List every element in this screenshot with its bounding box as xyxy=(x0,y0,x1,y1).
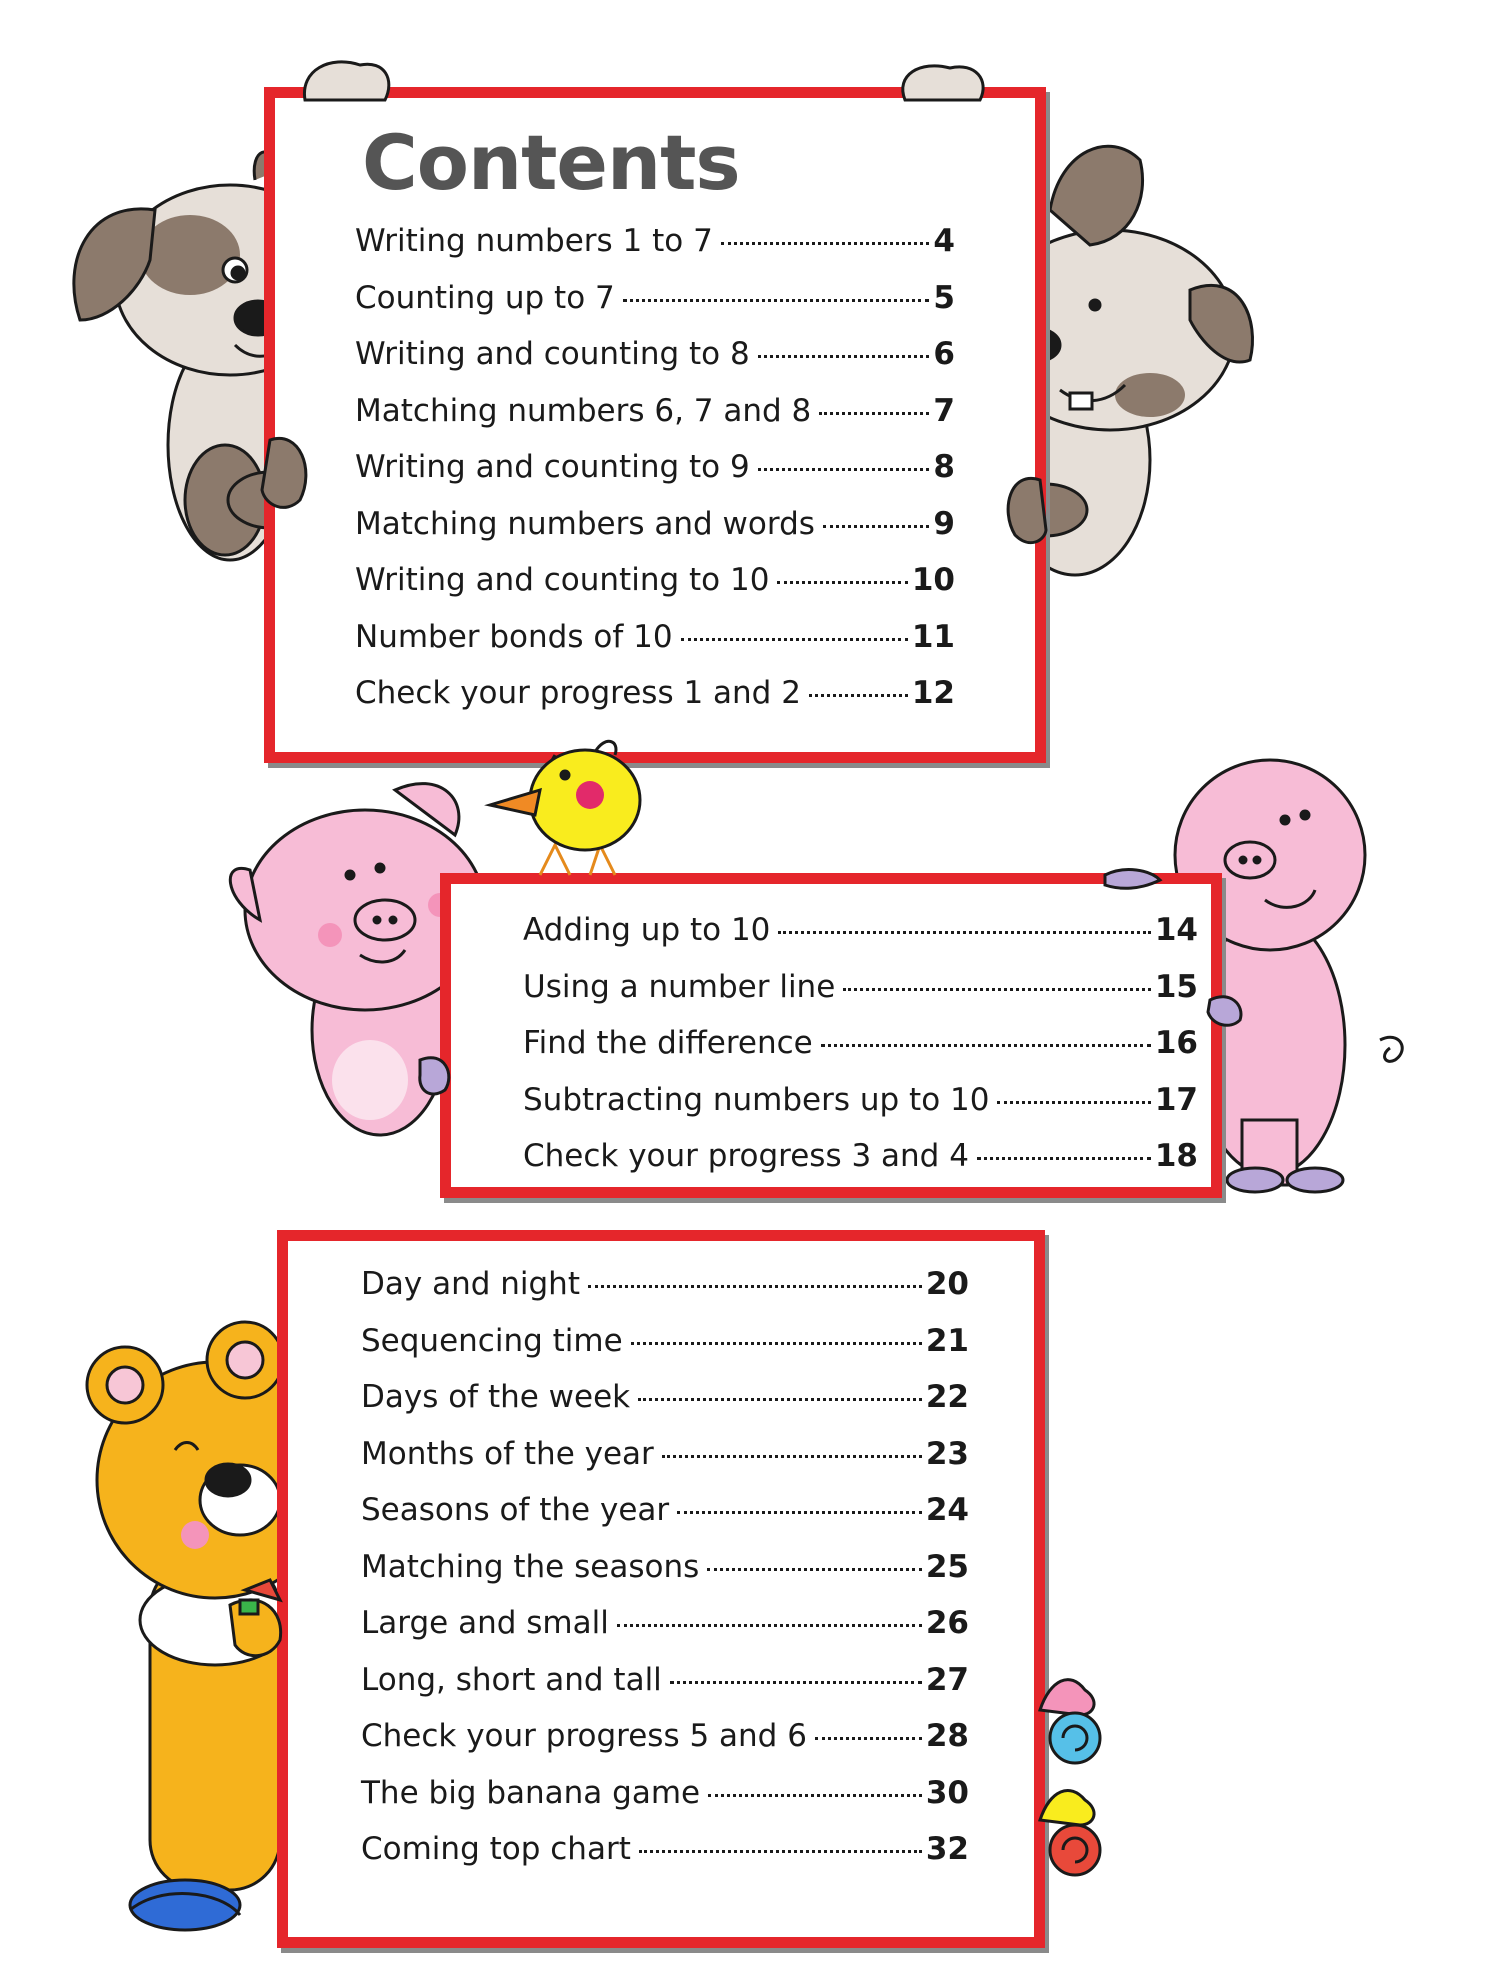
toc-entry-label: Sequencing time xyxy=(361,1322,623,1359)
dot-leader xyxy=(778,931,1150,934)
toc-entry xyxy=(523,1025,1198,1082)
dot-leader xyxy=(843,988,1151,991)
toc-entry-label: Check your progress 1 and 2 xyxy=(355,675,801,711)
dot-leader xyxy=(777,581,907,584)
dot-leader xyxy=(758,355,930,358)
dot-leader xyxy=(638,1398,922,1401)
toc-entry xyxy=(523,1138,1198,1195)
toc-entry xyxy=(355,562,955,619)
toc-entry xyxy=(523,1082,1198,1139)
toc-entry-page-number: 17 xyxy=(1154,1081,1198,1118)
toc-entry xyxy=(355,619,955,676)
toc-list xyxy=(355,223,955,732)
contents-panel-2 xyxy=(440,873,1222,1198)
contents-panel-1 xyxy=(264,87,1046,763)
toc-entry-label: Adding up to 10 xyxy=(523,912,771,948)
toc-entry xyxy=(361,1492,969,1549)
dot-leader xyxy=(977,1157,1151,1160)
dot-leader xyxy=(707,1568,922,1571)
dot-leader xyxy=(662,1455,922,1458)
toc-entry-label: Day and night xyxy=(361,1266,580,1302)
toc-entry-page-number: 11 xyxy=(911,618,955,655)
toc-entry xyxy=(355,506,955,563)
toc-entry-label: Subtracting numbers up to 10 xyxy=(523,1081,990,1118)
contents-panel-3 xyxy=(277,1230,1045,1948)
toc-entry-page-number: 20 xyxy=(925,1266,969,1302)
dot-leader xyxy=(639,1850,922,1853)
toc-entry-page-number: 22 xyxy=(925,1379,969,1415)
toc-entry-label: Long, short and tall xyxy=(361,1661,662,1698)
toc-entry xyxy=(361,1831,969,1888)
toc-entry xyxy=(523,912,1198,969)
toc-entry xyxy=(361,1605,969,1662)
toc-entry xyxy=(355,336,955,393)
toc-entry-label: Number bonds of 10 xyxy=(355,618,673,655)
toc-entry-label: Coming top chart xyxy=(361,1831,631,1867)
toc-list xyxy=(523,912,1198,1195)
toc-entry xyxy=(361,1266,969,1323)
toc-entry-label: Check your progress 3 and 4 xyxy=(523,1138,969,1174)
page-title: Contents xyxy=(362,118,740,207)
toc-entry-page-number: 15 xyxy=(1154,968,1198,1005)
toc-entry-label: Writing and counting to 8 xyxy=(355,336,750,372)
toc-entry-label: Writing and counting to 9 xyxy=(355,449,750,485)
toc-entry-page-number: 10 xyxy=(911,562,955,598)
toc-entry xyxy=(523,969,1198,1026)
toc-entry xyxy=(361,1718,969,1775)
dot-leader xyxy=(819,412,929,415)
toc-entry xyxy=(355,449,955,506)
toc-entry-page-number: 12 xyxy=(911,675,955,711)
toc-entry-label: Days of the week xyxy=(361,1379,631,1415)
dot-leader xyxy=(821,1044,1151,1047)
toc-entry-label: Check your progress 5 and 6 xyxy=(361,1718,807,1754)
dot-leader xyxy=(809,694,908,697)
toc-entry-page-number: 16 xyxy=(1154,1025,1198,1061)
toc-list xyxy=(361,1266,969,1888)
toc-entry-label: Matching numbers and words xyxy=(355,505,815,542)
toc-entry-label: Matching numbers 6, 7 and 8 xyxy=(355,392,812,429)
toc-entry-page-number: 21 xyxy=(925,1322,969,1359)
dot-leader xyxy=(617,1624,922,1627)
toc-entry-label: Using a number line xyxy=(523,968,836,1005)
toc-entry-page-number: 9 xyxy=(933,505,955,542)
toc-entry-label: Counting up to 7 xyxy=(355,279,615,316)
dot-leader xyxy=(677,1511,922,1514)
toc-entry xyxy=(361,1379,969,1436)
toc-entry-page-number: 28 xyxy=(925,1718,969,1754)
toc-entry xyxy=(361,1549,969,1606)
dot-leader xyxy=(815,1737,922,1740)
toc-entry-label: Writing numbers 1 to 7 xyxy=(355,223,713,259)
toc-entry-label: Large and small xyxy=(361,1605,609,1641)
toc-entry-label: The big banana game xyxy=(361,1774,701,1811)
toc-entry-label: Writing and counting to 10 xyxy=(355,562,770,598)
dot-leader xyxy=(708,1794,922,1797)
dot-leader xyxy=(623,299,930,302)
toc-entry-page-number: 4 xyxy=(933,223,955,259)
dot-leader xyxy=(758,468,930,471)
toc-entry xyxy=(361,1775,969,1832)
toc-entry xyxy=(361,1436,969,1493)
dot-leader xyxy=(670,1681,922,1684)
toc-entry xyxy=(355,393,955,450)
toc-entry-page-number: 23 xyxy=(925,1435,969,1472)
dot-leader xyxy=(631,1342,922,1345)
dot-leader xyxy=(997,1101,1150,1104)
toc-entry xyxy=(361,1323,969,1380)
dot-leader xyxy=(721,242,930,245)
toc-entry-page-number: 14 xyxy=(1154,912,1198,948)
toc-entry-label: Months of the year xyxy=(361,1435,654,1472)
toc-entry xyxy=(355,280,955,337)
toc-entry xyxy=(355,675,955,732)
dot-leader xyxy=(588,1285,922,1288)
toc-entry-page-number: 24 xyxy=(925,1492,969,1528)
toc-entry-page-number: 26 xyxy=(925,1605,969,1641)
toc-entry-page-number: 6 xyxy=(933,336,955,372)
toc-entry-label: Find the difference xyxy=(523,1025,813,1061)
toc-entry-page-number: 25 xyxy=(925,1548,969,1585)
dot-leader xyxy=(681,638,908,641)
toc-entry xyxy=(361,1662,969,1719)
toc-entry-page-number: 8 xyxy=(933,449,955,485)
toc-entry xyxy=(355,223,955,280)
toc-entry-label: Matching the seasons xyxy=(361,1548,700,1585)
toc-entry-page-number: 5 xyxy=(933,279,955,316)
toc-entry-page-number: 27 xyxy=(925,1661,969,1698)
toc-entry-page-number: 7 xyxy=(933,392,955,429)
dot-leader xyxy=(823,525,930,528)
toc-entry-page-number: 32 xyxy=(925,1831,969,1867)
toc-entry-label: Seasons of the year xyxy=(361,1492,670,1528)
toc-entry-page-number: 18 xyxy=(1154,1138,1198,1174)
toc-entry-page-number: 30 xyxy=(925,1774,969,1811)
